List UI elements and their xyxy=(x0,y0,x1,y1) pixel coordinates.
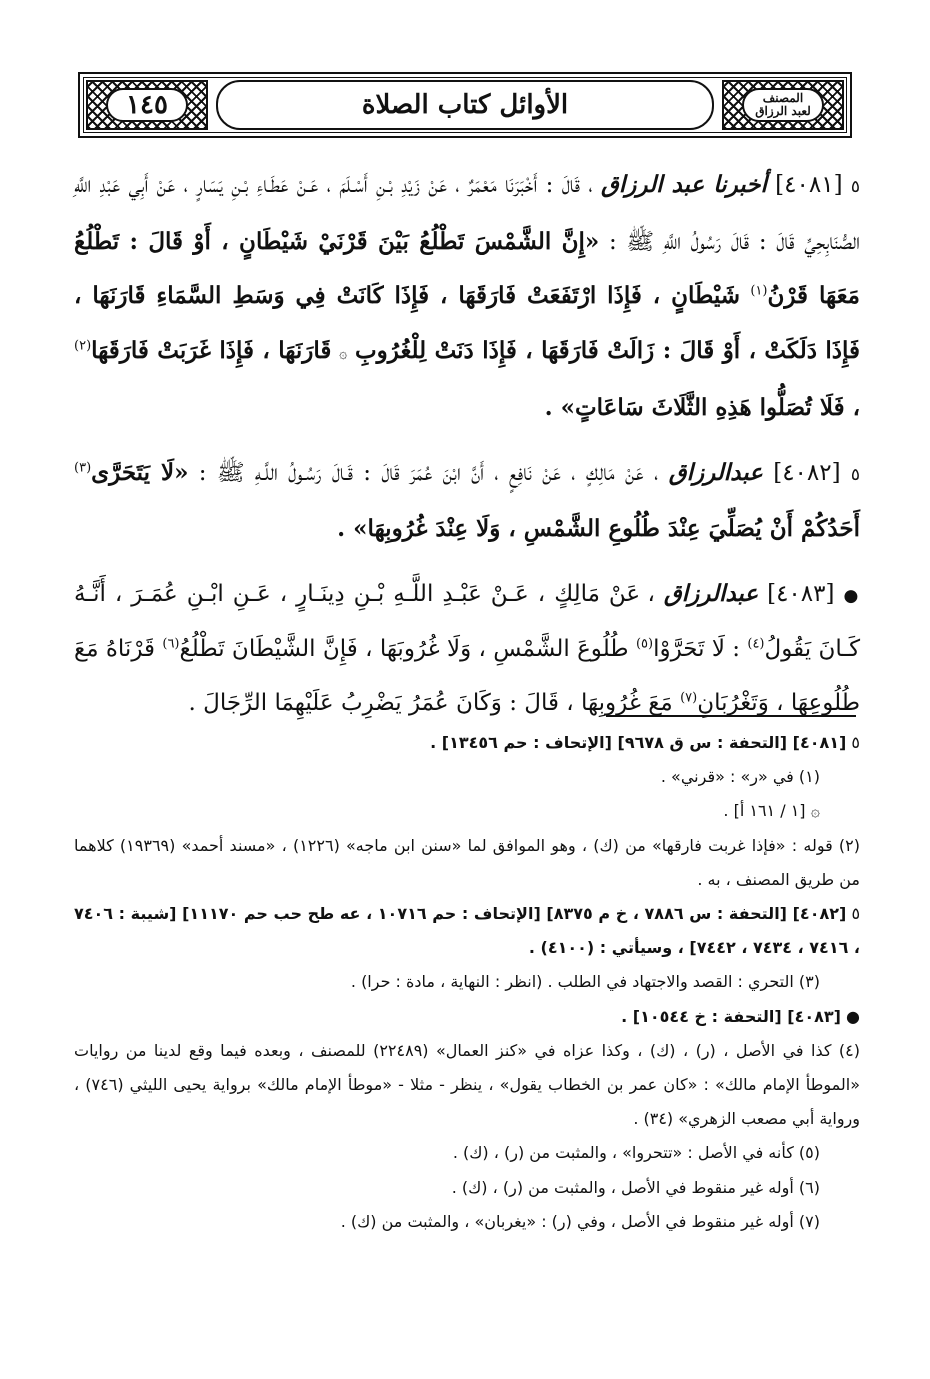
note-marker: ٥ xyxy=(851,733,860,752)
note-text: (٣) التحري : القصد والاجتهاد في الطلب . (انظر : النهاية ، مادة : حرا) . xyxy=(350,972,820,992)
hadith-4083 xyxy=(74,567,860,731)
page-number: ١٤٥ xyxy=(126,90,168,120)
note-text: (٥) كأنه في الأصل : «تتحروا» ، والمثبت من (ر) ، (ك) . xyxy=(452,1143,820,1163)
hadith-number: [٤٠٨٣] xyxy=(767,580,835,607)
note-text: [٤٠٨٣] [التحفة : خ ١٠٥٤٤] . xyxy=(621,1006,841,1026)
footnotes xyxy=(74,726,860,1239)
note-text: (٢) قوله : «فإذا غربت فارقها» من (ك) ، وهو الموافق لما «سنن ابن ماجه» (١٢٢٦) ، «مسند أحمد» (١٩٣٦٩) كلاهما من طريق المصنف ، به . xyxy=(74,835,861,889)
footnote-separator xyxy=(606,715,856,717)
publisher-logo-ornament xyxy=(722,80,844,130)
footnote-takhrij-4082 xyxy=(74,897,860,965)
page-number-plate xyxy=(106,88,188,122)
hadith-matn: أَحَدُكُمْ أَنْ يُصَلِّيَ عِنْدَ طُلُوعِ الشَّمْسِ ، وَلَا عِنْدَ غُرُوبِهَا» . xyxy=(337,515,860,542)
hadith-marker: ● xyxy=(843,585,861,606)
note-text: [٤٠٨٢] [التحفة : س ٧٨٨٦ ، خ م ٨٣٧٥] [الإتحاف : حم ١٠٧١٦ ، عه طح حب حم ١١١٧٠] [شيبة : ٧٤٠٦ ، ٧٤١٦ ، ٧٤٣٤ ، ٧٤٤٢] ، وسيأتي : (٤١٠٠) . xyxy=(74,904,860,958)
footnote-ref[interactable]: (١) xyxy=(750,283,768,299)
footnote-ref[interactable]: (٣) xyxy=(74,459,92,475)
footnote-7 xyxy=(74,1205,860,1239)
hadith-matn: ، فَلَا تُصَلُّوا هَذِهِ الثَّلَاثَ سَاعَاتٍ» . xyxy=(544,394,860,421)
hadith-isnad: ، قَالَ : أَخْبَرَنَا مَعْمَرٌ ، عَنْ زَيْدِ بْـنِ أَسْـلَمَ ، عَـنْ عَطَـاءِ بْـنِ يَسَارٍ ، عَنْ أَبِي عَبْدِ اللَّهِ الصُّنَابِحِيِّ قَالَ : قَالَ رَسُولُ اللَّهِ ﷺ : xyxy=(74,172,860,255)
footnote-ref[interactable]: (٧) xyxy=(680,689,698,705)
running-title: الأوائل كتاب الصلاة xyxy=(361,90,569,120)
footnote-folio xyxy=(74,794,860,828)
footnote-5 xyxy=(74,1136,860,1170)
note-marker: ٥ xyxy=(851,904,861,924)
note-text: (٦) أوله غير منقوط في الأصل ، والمثبت من (ر) ، (ك) . xyxy=(451,1177,820,1197)
folio-star-icon: ۞ xyxy=(339,345,348,362)
hadith-speaker: عبدالرزاق xyxy=(663,579,759,607)
note-text: ۞ [١ / ١٦١ أ] . xyxy=(723,801,820,821)
hadith-text: طُلُوعَ الشَّمْسِ ، وَلَا غُرُوبَهَا ، فَإِنَّ الشَّيْطَانَ تَطْلُعُ xyxy=(179,636,629,662)
footnote-ref[interactable]: (٢) xyxy=(74,337,92,353)
footnote-takhrij-4081 xyxy=(74,726,860,760)
note-text: [٤٠٨١] [التحفة : س ق ٩٦٧٨] [الإتحاف : حم ١٣٤٥٦] . xyxy=(430,733,847,752)
hadith-matn: شَيْطَانٍ ، فَإِذَا ارْتَفَعَتْ فَارَقَهَا ، فَإِذَا كَانَتْ فِي وَسَطِ السَّمَاءِ قَارَنَهَا ، فَإِذَا دَلَكَتْ ، أَوْ قَالَ : زَالَتْ فَارَقَهَا ، فَإِذَا دَنَتْ لِلْغُرُوبِ xyxy=(74,282,861,364)
hadith-4082 xyxy=(74,446,860,557)
hadith-text: : لَا تَحَرَّوْا xyxy=(653,636,741,662)
logo-line-1: المصنف xyxy=(762,91,804,105)
note-text: (٧) أوله غير منقوط في الأصل ، وفي (ر) : «يغربان» ، والمثبت من (ك) . xyxy=(340,1211,820,1231)
hadith-speaker: أخبرنا عبد الرزاق xyxy=(601,171,767,198)
footnote-6 xyxy=(74,1171,860,1205)
footnote-2 xyxy=(74,829,860,897)
footnote-3 xyxy=(74,965,860,999)
hadith-matn: «إِنَّ الشَّمْسَ تَطْلُعُ بَيْنَ قَرْنَيْ شَيْطَانٍ ، أَوْ قَالَ : تَطْلُعُ مَعَهَا قَرْنُ xyxy=(74,227,860,309)
hadith-text: ، عَنْ مَالِكٍ ، عَـنْ عَبْـدِ اللَّـهِ بْـنِ دِينَـارٍ ، عَـنِ ابْـنِ عُمَـرَ ، أَنَّـهُ كَـانَ يَقُولُ xyxy=(74,580,861,662)
footnote-4 xyxy=(74,1034,860,1137)
footnote-ref[interactable]: (٥) xyxy=(635,636,654,652)
hadith-marker: ٥ xyxy=(850,464,861,485)
footnote-takhrij-4083 xyxy=(74,1000,860,1034)
main-text xyxy=(74,158,860,740)
publisher-logo xyxy=(742,88,824,122)
hadith-4081 xyxy=(74,158,860,436)
hadith-speaker: عبدالرزاق xyxy=(668,458,763,486)
note-text: (١) في «ر» : «قرني» . xyxy=(660,767,820,787)
hadith-matn: قَارَنَهَا ، فَإِذَا غَرَبَتْ فَارَقَهَا xyxy=(91,336,332,364)
footnote-ref[interactable]: (٦) xyxy=(162,636,180,652)
logo-text xyxy=(755,92,811,118)
note-marker: ● xyxy=(846,1006,860,1026)
hadith-text: قَرْنَاهُ مَعَ طُلُوعِهَا ، وَتَغْرُبَانِ xyxy=(74,636,860,716)
hadith-matn: «لَا يَتَحَرَّى xyxy=(91,458,189,486)
note-text: (٤) كذا في الأصل ، (ر) ، (ك) ، وكذا عزاه في «كنز العمال» (٢٢٤٨٩) للمصنف ، وبعده فيما وقع لدينا من روايات «الموطأ الإمام مالك» : «كان عمر بن الخطاب يقول» ، ينظر - مثلا - «موطأ الإمام مالك» برواية يحيى الليثي (٧٤٦) ، ورواية أبي مصعب الزهري» (٣٤) . xyxy=(74,1040,861,1129)
hadith-number: [٤٠٨١] xyxy=(775,172,843,198)
footnote-ref[interactable]: (٤) xyxy=(747,636,765,652)
page-number-ornament xyxy=(86,80,208,130)
running-title-cartouche xyxy=(216,80,714,130)
hadith-number: [٤٠٨٢] xyxy=(773,459,841,486)
hadith-marker: ٥ xyxy=(850,177,861,197)
footnote-1 xyxy=(74,760,860,794)
logo-line-2: لعبد الرزاق xyxy=(755,104,811,118)
hadith-isnad: ، عَنْ مَالِكٍ ، عَنْ نَافِعٍ ، أَنَّ ابْنَ عُمَرَ قَالَ : قَـالَ رَسُـولُ اللَّـهِ ﷺ : xyxy=(198,459,659,486)
page-header xyxy=(78,72,852,138)
hadith-text: مَعَ غُرُوبِهَا ، قَالَ : وَكَانَ عُمَرُ يَضْرِبُ عَلَيْهِمَا الرِّجَالَ . xyxy=(188,689,673,716)
